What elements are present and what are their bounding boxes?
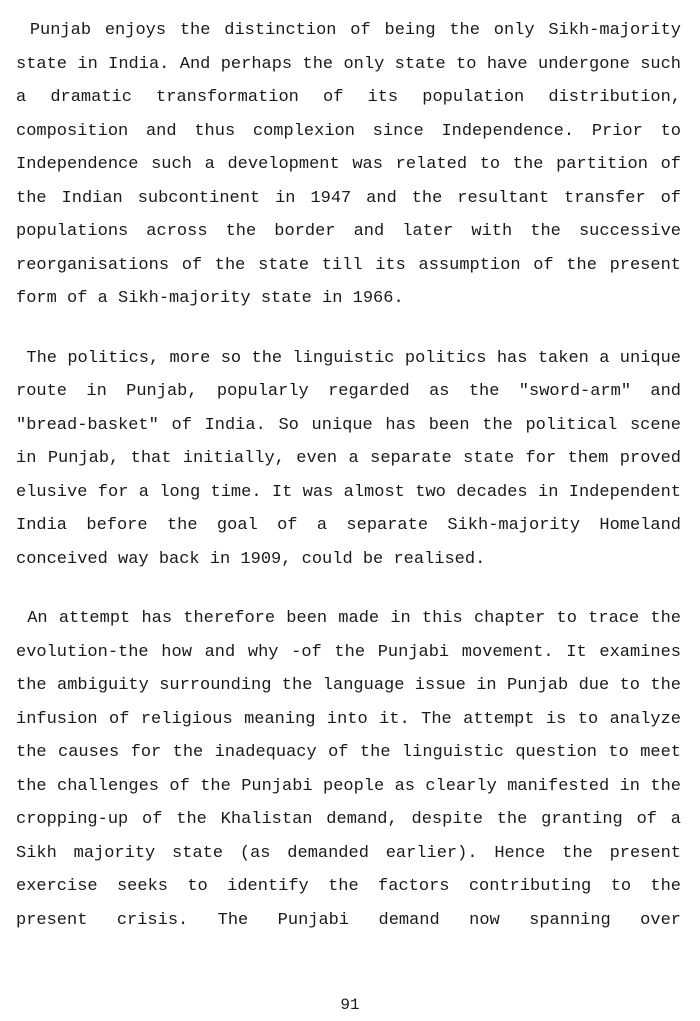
paragraph bbox=[16, 602, 681, 937]
text-line: evolution-the how and why -of the Punjabi movement. It examines bbox=[16, 642, 681, 662]
text-line: "bread-basket" of India. So unique has been the political scene bbox=[16, 415, 681, 435]
text-line: Sikh majority state (as demanded earlier). Hence the present bbox=[16, 843, 681, 863]
text-line: elusive for a long time. It was almost two decades in Independent bbox=[16, 482, 681, 502]
text-line: form of a Sikh-majority state in 1966. bbox=[16, 289, 404, 308]
text-line: reorganisations of the state till its assumption of the present bbox=[16, 255, 681, 275]
text-line: cropping-up of the Khalistan demand, despite the granting of a bbox=[16, 810, 681, 829]
text-line: in Punjab, that initially, even a separate state for them proved bbox=[16, 449, 681, 468]
paragraph bbox=[16, 342, 681, 577]
text-line: populations across the border and later with the successive bbox=[16, 222, 681, 241]
text-line: the Indian subcontinent in 1947 and the resultant transfer of bbox=[16, 188, 681, 208]
text-line: India before the goal of a separate Sikh-majority Homeland bbox=[16, 516, 681, 535]
text-line: a dramatic transformation of its population distribution, bbox=[16, 88, 681, 107]
text-line: the challenges of the Punjabi people as clearly manifested in the bbox=[16, 776, 681, 796]
text-line: The politics, more so the linguistic politics has taken a unique bbox=[16, 348, 681, 368]
text-line: present crisis. The Punjabi demand now spanning over bbox=[16, 910, 681, 930]
page-number: 91 bbox=[340, 996, 360, 1014]
text-line: the ambiguity surrounding the language issue in Punjab due to the bbox=[16, 676, 681, 695]
text-line: exercise seeks to identify the factors contributing to the bbox=[16, 877, 681, 896]
text-line: composition and thus complexion since Independence. Prior to bbox=[16, 121, 681, 141]
paragraph bbox=[16, 14, 681, 316]
text-line: Independence such a development was related to the partition of bbox=[16, 155, 681, 174]
body-text bbox=[16, 14, 681, 937]
text-line: An attempt has therefore been made in this chapter to trace the bbox=[16, 609, 681, 628]
text-line: route in Punjab, popularly regarded as the "sword-arm" and bbox=[16, 382, 681, 401]
text-line: conceived way back in 1909, could be realised. bbox=[16, 549, 486, 569]
text-line: Punjab enjoys the distinction of being the only Sikh-majority bbox=[16, 21, 681, 40]
text-line: state in India. And perhaps the only state to have undergone such bbox=[16, 54, 681, 74]
text-line: infusion of religious meaning into it. The attempt is to analyze bbox=[16, 709, 681, 729]
text-line: the causes for the inadequacy of the linguistic question to meet bbox=[16, 743, 681, 762]
